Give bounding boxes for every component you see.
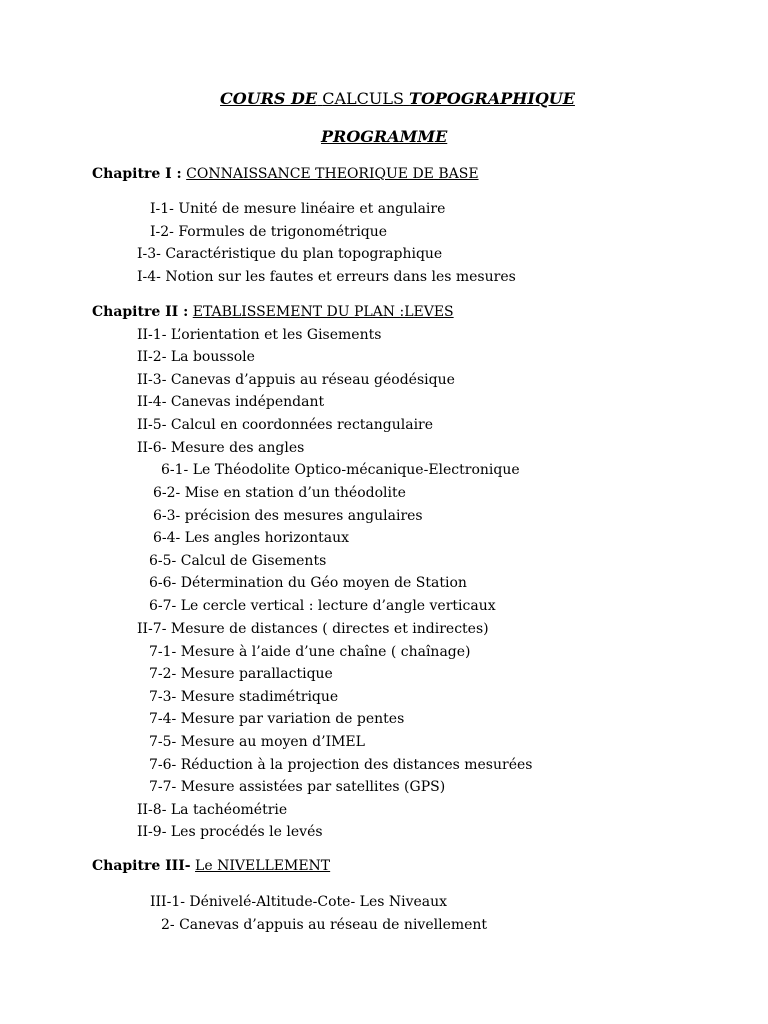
toc-item: II-7- Mesure de distances ( directes et indirectes) [137, 621, 489, 637]
course-title [220, 89, 575, 109]
programme-heading: PROGRAMME [321, 127, 448, 146]
toc-item: 6-1- Le Théodolite Optico-mécanique-Electronique [161, 462, 520, 478]
toc-item: III-1- Dénivelé-Altitude-Cote- Les Niveaux [150, 894, 448, 910]
toc-item: I-3- Caractéristique du plan topographique [137, 246, 443, 262]
toc-item: 7-7- Mesure assistées par satellites (GPS) [149, 779, 446, 795]
toc-item: 6-2- Mise en station d’un théodolite [153, 485, 406, 501]
chapter-3-label: Chapitre III- [92, 858, 191, 874]
toc-item: 7-3- Mesure stadimétrique [149, 689, 339, 705]
chapter-3-heading [92, 857, 330, 875]
chapter-1-heading [92, 165, 479, 183]
toc-item: II-2- La boussole [137, 349, 255, 365]
toc-item: 7-4- Mesure par variation de pentes [149, 711, 405, 727]
toc-item: 6-3- précision des mesures angulaires [153, 508, 423, 524]
chapter-2-heading [92, 303, 454, 321]
toc-item: I-1- Unité de mesure linéaire et angulaire [150, 201, 446, 217]
toc-item: II-4- Canevas indépendant [137, 394, 325, 410]
chapter-1-title: CONNAISSANCE THEORIQUE DE BASE [186, 166, 479, 182]
toc-item: 6-7- Le cercle vertical : lecture d’angle verticaux [149, 598, 496, 614]
toc-item: II-6- Mesure des angles [137, 440, 305, 456]
chapter-2-title: ETABLISSEMENT DU PLAN :LEVES [192, 304, 454, 320]
toc-item: I-2- Formules de trigonométrique [150, 224, 388, 240]
toc-item: 7-1- Mesure à l’aide d’une chaîne ( chaînage) [149, 644, 471, 660]
toc-item: II-1- L’orientation et les Gisements [137, 327, 382, 343]
toc-item: 6-4- Les angles horizontaux [153, 530, 349, 546]
toc-item: 2- Canevas d’appuis au réseau de nivellement [161, 917, 488, 933]
toc-item: 7-2- Mesure parallactique [149, 666, 333, 682]
chapter-3-title: Le NIVELLEMENT [195, 858, 331, 874]
chapter-2-label: Chapitre II : [92, 304, 189, 320]
toc-item: II-8- La tachéométrie [137, 802, 288, 818]
toc-item: 6-6- Détermination du Géo moyen de Station [149, 575, 467, 591]
toc-item: II-3- Canevas d’appuis au réseau géodésique [137, 372, 455, 388]
toc-item: 6-5- Calcul de Gisements [149, 553, 327, 569]
toc-item: 7-6- Réduction à la projection des distances mesurées [149, 757, 533, 773]
toc-item: II-9- Les procédés le levés [137, 824, 323, 840]
chapter-1-label: Chapitre I : [92, 166, 182, 182]
course-title-part2: CALCULS [322, 89, 404, 108]
toc-item: II-5- Calcul en coordonnées rectangulaire [137, 417, 434, 433]
toc-item: 7-5- Mesure au moyen d’IMEL [149, 734, 365, 750]
toc-item: I-4- Notion sur les fautes et erreurs dans les mesures [137, 269, 516, 285]
course-title-part1: COURS DE [220, 89, 318, 108]
course-title-part3: TOPOGRAPHIQUE [409, 89, 575, 108]
